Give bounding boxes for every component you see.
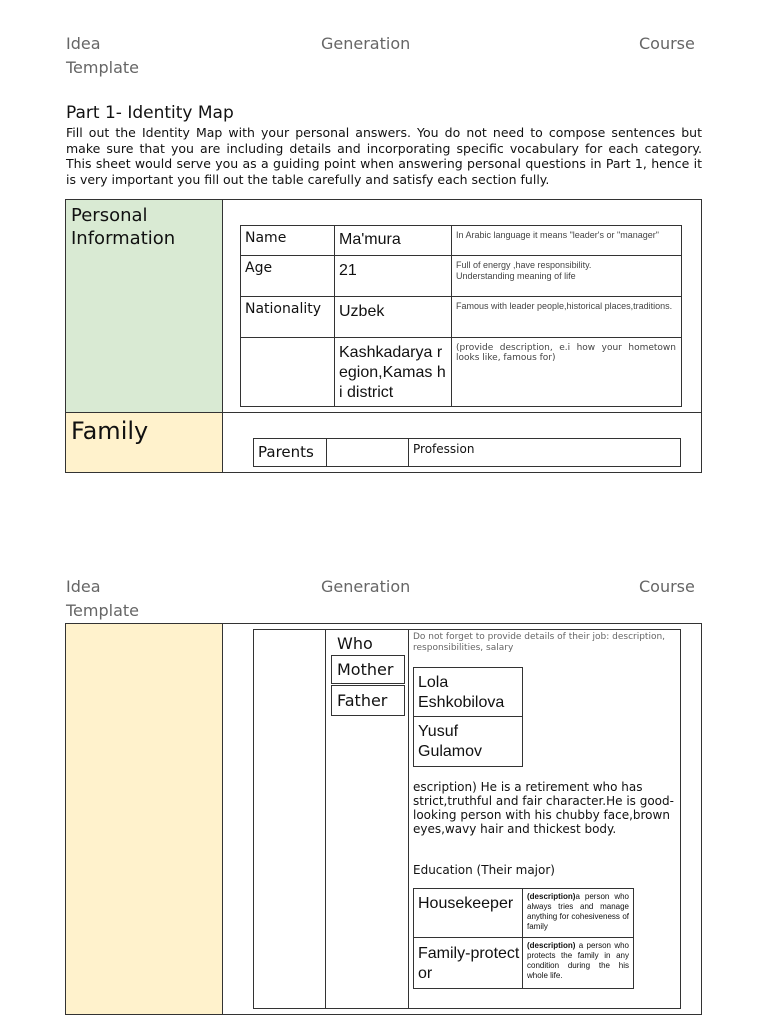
table-row-note: Full of energy ,have responsibility. Understanding meaning of life [456, 260, 592, 281]
table-row-value: Ma'mura [339, 231, 401, 248]
table-row-note: Famous with leader people,historical places,traditions. [456, 301, 673, 311]
major-desc [527, 892, 629, 932]
job-note: Do not forget to provide details of their job: description, responsibilities, salary [413, 632, 666, 653]
major-desc [527, 941, 629, 981]
col-divider [408, 438, 409, 467]
major-title: Family-protector [418, 945, 520, 982]
family-continued-cell [66, 624, 223, 1014]
table-row-value: 21 [339, 262, 357, 279]
table-row-label: Age [245, 260, 273, 276]
father-name-cell [413, 716, 523, 767]
header-right: Course [639, 577, 695, 596]
table-row-label: Nationality [245, 301, 322, 317]
father-description: escription) He is a retirement who has strict,truthful and fair character.He is good-looking person with his chubby face,brown eyes,wavy hair and thickest body. [413, 780, 674, 836]
header-right: Course [639, 34, 695, 53]
table-row-value: Kashkadarya region,Kamas hi district [339, 344, 446, 401]
major-desc-text: a person who protects the family in any condition during the his whole life. [527, 941, 629, 980]
education-label: Education (Their major) [413, 863, 555, 877]
major-desc-prefix: (description) [527, 941, 576, 950]
row-divider [240, 255, 682, 256]
major-desc-prefix: (description) [527, 892, 576, 901]
part-instructions: Fill out the Identity Map with your personal answers. You do not need to compose sentences but make sure that you are including details and incorporating specific vocabulary for each category. This sheet would serve you as a guiding point when answering personal questions in Part 1, hence it is very important you fill out the table carefully and satisfy each section fully. [66, 125, 702, 187]
header-left: Idea Template [66, 34, 140, 77]
father-name: Yusuf Gulamov [418, 723, 483, 760]
table-row-note: (provide description, e.i how your hometown looks like, famous for) [456, 343, 676, 363]
part-title: Part 1- Identity Map [66, 103, 234, 123]
header-center: Generation [321, 34, 411, 53]
father-label: Father [337, 691, 388, 710]
parents-label: Parents [258, 443, 314, 461]
personal-section-cell [66, 200, 223, 412]
header-center: Generation [321, 577, 411, 596]
table-row-label: Name [245, 230, 287, 246]
col-divider [326, 438, 327, 467]
mother-name-cell [413, 667, 523, 717]
father-cell [331, 685, 405, 716]
profession-label: Profession [413, 442, 475, 456]
row-divider [240, 296, 682, 297]
table-row-value: Uzbek [339, 303, 385, 320]
table-row-note: In Arabic language it means "leader's or "manager" [456, 230, 659, 240]
family-section-label: Family [71, 417, 149, 445]
header-left: Idea Template [66, 577, 140, 620]
col-divider [451, 225, 452, 407]
col-divider [408, 629, 409, 1009]
row-divider [240, 337, 682, 338]
who-label: Who [337, 634, 373, 653]
row-divider [413, 937, 634, 938]
mother-label: Mother [337, 660, 394, 679]
major-title: Housekeeper [418, 895, 514, 912]
mother-name: Lola Eshkobilova [418, 674, 505, 711]
personal-section-label: Personal Information [71, 205, 176, 249]
col-divider [522, 888, 523, 989]
mother-cell [331, 655, 405, 684]
col-divider [334, 225, 335, 407]
family-section-cell [66, 413, 223, 472]
col-divider [325, 629, 326, 1009]
major-desc-text: a person who always tries and manage anything for cohesiveness of family [527, 892, 629, 931]
